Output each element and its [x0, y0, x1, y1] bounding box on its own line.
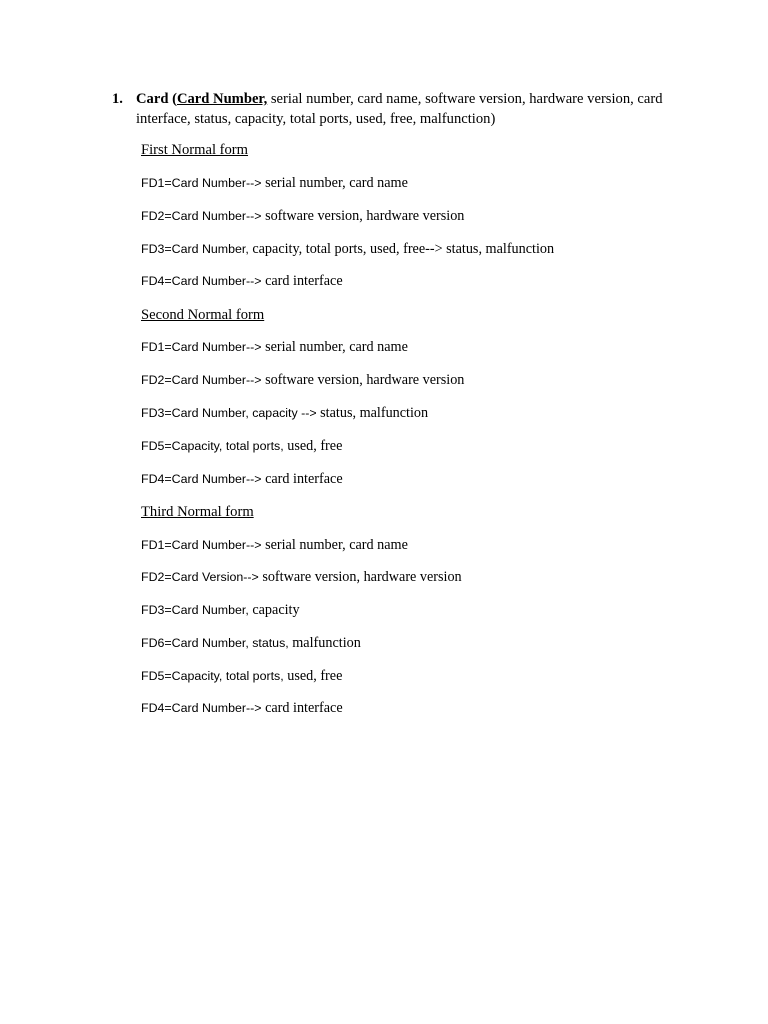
fd-line — [141, 569, 462, 586]
fd-line — [141, 668, 342, 685]
fd-lhs: FD6=Card Number, status, — [141, 636, 289, 650]
fd-rhs: serial number, card name — [261, 175, 408, 191]
primary-key: Card Number, — [176, 91, 268, 107]
fd-rhs: serial number, card name — [261, 537, 408, 553]
fd-line — [141, 471, 343, 488]
fd-line — [141, 635, 361, 652]
fd-lhs: FD5=Capacity, total ports, — [141, 669, 284, 683]
fd-lhs: FD2=Card Number--> — [141, 373, 262, 387]
entity-name: Card — [136, 91, 169, 107]
fd-lhs: FD1=Card Number--> — [141, 176, 262, 190]
section-heading-first-normal-form: First Normal form — [141, 142, 249, 158]
list-item-card-relation — [112, 89, 672, 129]
fd-rhs: serial number, card name — [261, 339, 408, 355]
fd-line — [141, 208, 464, 225]
fd-lhs: FD3=Card Number, capacity --> — [141, 406, 317, 420]
fd-rhs: software version, hardware version — [261, 208, 465, 224]
attribute-list: serial number, card name, software version, hardware version, card interface, status, capacity, total ports, used, free, malfunction) — [136, 91, 663, 127]
fd-line — [141, 602, 300, 619]
fd-rhs: software version, hardware version — [261, 372, 465, 388]
fd-line — [141, 273, 343, 290]
fd-rhs: card interface — [261, 700, 343, 716]
section-heading-second-normal-form: Second Normal form — [141, 307, 265, 323]
fd-line — [141, 405, 428, 422]
fd-lhs: FD1=Card Number--> — [141, 538, 262, 552]
fd-lhs: FD2=Card Number--> — [141, 209, 262, 223]
fd-rhs: status, malfunction — [316, 405, 429, 421]
fd-lhs: FD2=Card Version--> — [141, 570, 259, 584]
fd-lhs: FD4=Card Number--> — [141, 701, 262, 715]
fd-rhs: used, free — [283, 438, 343, 454]
fd-line — [141, 438, 342, 455]
fd-line — [141, 537, 408, 554]
fd-line — [141, 700, 343, 717]
fd-rhs: card interface — [261, 273, 343, 289]
fd-line — [141, 175, 408, 192]
fd-lhs: FD3=Card Number, — [141, 242, 249, 256]
fd-lhs: FD1=Card Number--> — [141, 340, 262, 354]
fd-rhs: used, free — [283, 668, 343, 684]
fd-rhs: malfunction — [288, 635, 361, 651]
fd-lhs: FD4=Card Number--> — [141, 274, 262, 288]
fd-rhs: software version, hardware version — [258, 569, 462, 585]
fd-lhs: FD4=Card Number--> — [141, 472, 262, 486]
fd-lhs: FD3=Card Number, — [141, 603, 249, 617]
relation-definition — [136, 89, 672, 129]
fd-rhs: capacity — [248, 602, 300, 618]
open-paren: ( — [168, 91, 177, 107]
fd-line — [141, 339, 408, 356]
fd-rhs: capacity, total ports, used, free--> status, malfunction — [248, 241, 555, 257]
fd-line — [141, 372, 464, 389]
fd-rhs: card interface — [261, 471, 343, 487]
list-number: 1. — [112, 91, 123, 107]
fd-line — [141, 241, 554, 258]
section-heading-third-normal-form: Third Normal form — [141, 504, 254, 520]
fd-lhs: FD5=Capacity, total ports, — [141, 439, 284, 453]
